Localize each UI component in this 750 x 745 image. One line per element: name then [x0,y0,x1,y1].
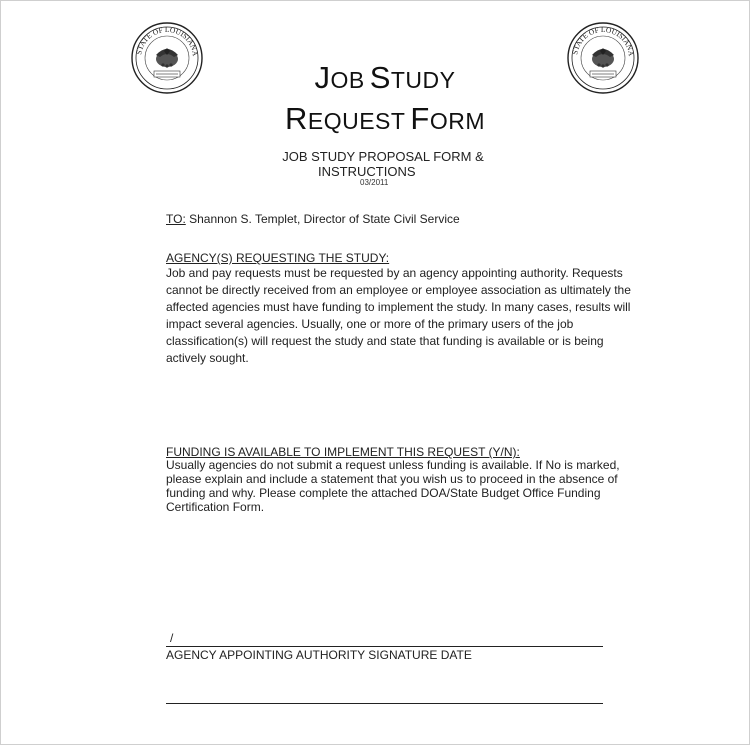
form-subtitle-line-2: INSTRUCTIONS [318,164,416,179]
signature-date-separator: / [170,631,174,645]
agency-section-body: Job and pay requests must be requested by an agency appointing authority. Requests cannot be directly received from an employee or employee association as ultimately the affected agencies must have funding to implement the study. In many cases, results will impact several agencies. Usually, one or more of the primary users of the job classification(s) will request the study and state that funding is available or is being actively sought. [166,266,631,365]
form-title-line-2: REQUEST FORM [284,101,486,136]
form-title-line-1: JOB STUDY [314,60,456,95]
funding-section-body: Usually agencies do not submit a request unless funding is available. If No is marked, please explain and include a statement that you wish us to proceed in the absence of funding and why. Please complete the attached DOA/State Budget Office Funding Certification Form. [166,458,620,514]
agency-section-heading: AGENCY(S) REQUESTING THE STUDY: [166,251,390,265]
form-date-code: 03/2011 [360,178,389,187]
seal-ring-text: STATE OF LOUISIANA [134,24,200,57]
signature-line[interactable] [166,646,603,647]
addressee-line [166,212,460,226]
state-seal-right [566,21,640,95]
funding-section-heading: FUNDING IS AVAILABLE TO IMPLEMENT THIS REQUEST (Y/N): [166,445,520,459]
signature-caption: AGENCY APPOINTING AUTHORITY SIGNATURE DATE [166,648,472,662]
form-subtitle: JOB STUDY PROPOSAL FORM & [282,149,484,164]
seal-ring-text: STATE OF LOUISIANA [570,24,636,57]
to-value: Shannon S. Templet, Director of State Civil Service [185,212,460,226]
to-label: TO: [166,212,186,226]
signature-line-blank[interactable] [166,703,603,704]
state-seal-left [130,21,204,95]
